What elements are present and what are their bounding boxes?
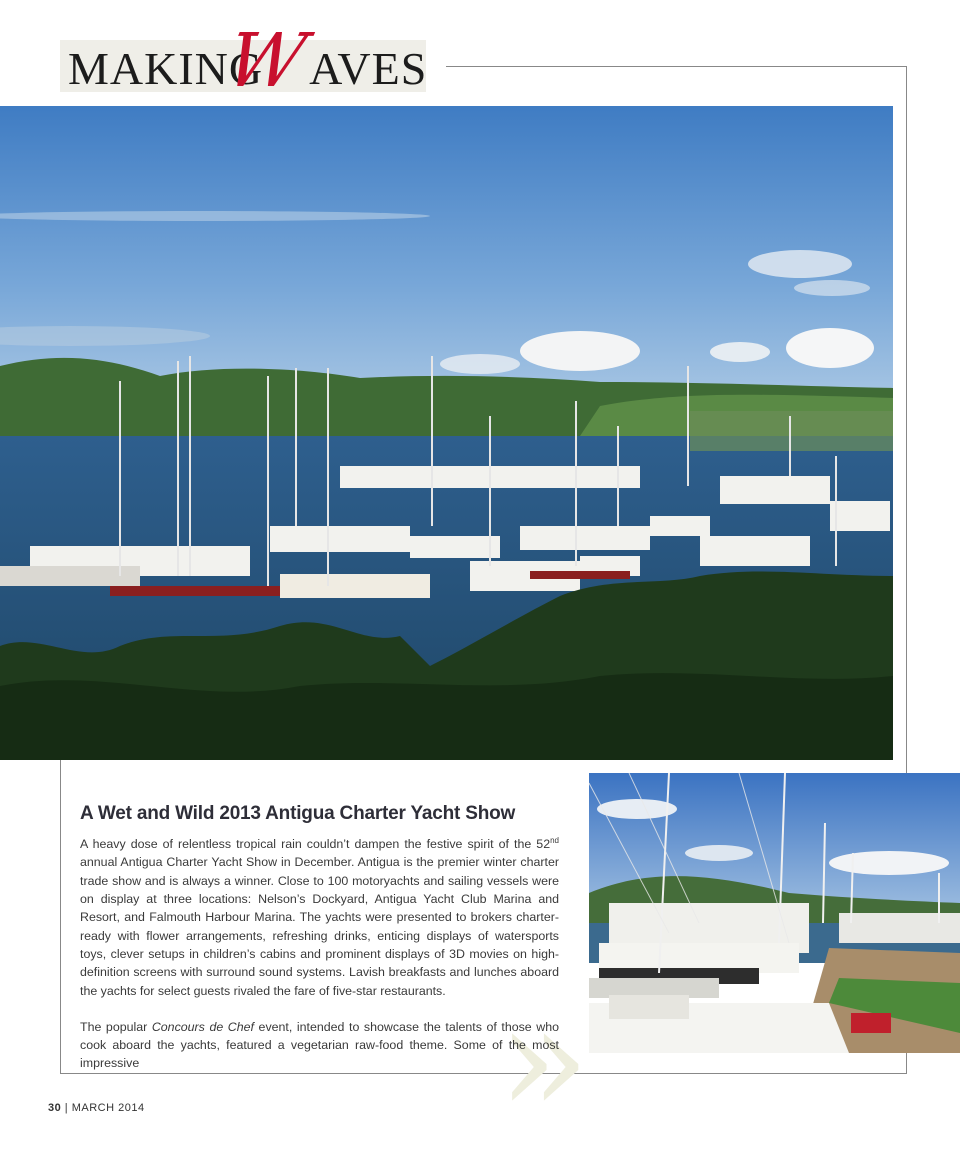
footer-separator: | <box>61 1102 72 1114</box>
header-rule <box>446 66 906 67</box>
article-paragraph-1 <box>80 832 559 1000</box>
logo-text-aves: AVES <box>309 43 428 94</box>
logo-text-making: MAKING <box>68 43 264 94</box>
marina-yachts-photo <box>0 106 893 760</box>
article-paragraph-2 <box>80 1018 559 1073</box>
p2-text-a: The popular <box>80 1019 152 1034</box>
yacht-dock-photo <box>589 773 960 1053</box>
p2-text-b: event, intended to showcase the talents of those who cook aboard the yachts, featured a vegetarian raw-food theme. Some of the most impressive <box>80 1019 559 1071</box>
quote-mark-icon: » <box>498 973 590 1147</box>
article-body <box>80 832 559 1091</box>
section-logo <box>60 18 428 104</box>
page-number: 30 <box>48 1102 62 1114</box>
p1-superscript: nd <box>550 836 559 845</box>
p1-text-a: A heavy dose of relentless tropical rain couldn’t dampen the festive spirit of the 52 <box>80 837 551 852</box>
article-title: A Wet and Wild 2013 Antigua Charter Yacht Show <box>80 803 516 824</box>
p2-event-name: Concours de Chef <box>151 1019 254 1034</box>
frame-rule-left <box>60 760 61 1074</box>
issue-date: MARCH 2014 <box>71 1102 145 1114</box>
p1-text-b: annual Antigua Charter Yacht Show in December. Antigua is the premier winter charter trade show and is always a winner. Close to 100 motoryachts and sailing vessels were on display at three locations: Nelson’s Dockyard, Antigua Yacht Club Marina and Resort, and Falmouth Harbour Marina. The yachts were presented to brokers charter-ready with flower arrangements, refreshing drinks, enticing displays of watersports toys, clever setups in children’s cabins and prominent displays of 3D movies on high-definition screens with surround sound systems. Lavish breakfasts and lunches aboard the yachts for select guests rivaled the fare of five-star restaurants. <box>80 855 559 998</box>
page-footer <box>48 1102 145 1114</box>
logo-script-w: W <box>218 18 314 104</box>
